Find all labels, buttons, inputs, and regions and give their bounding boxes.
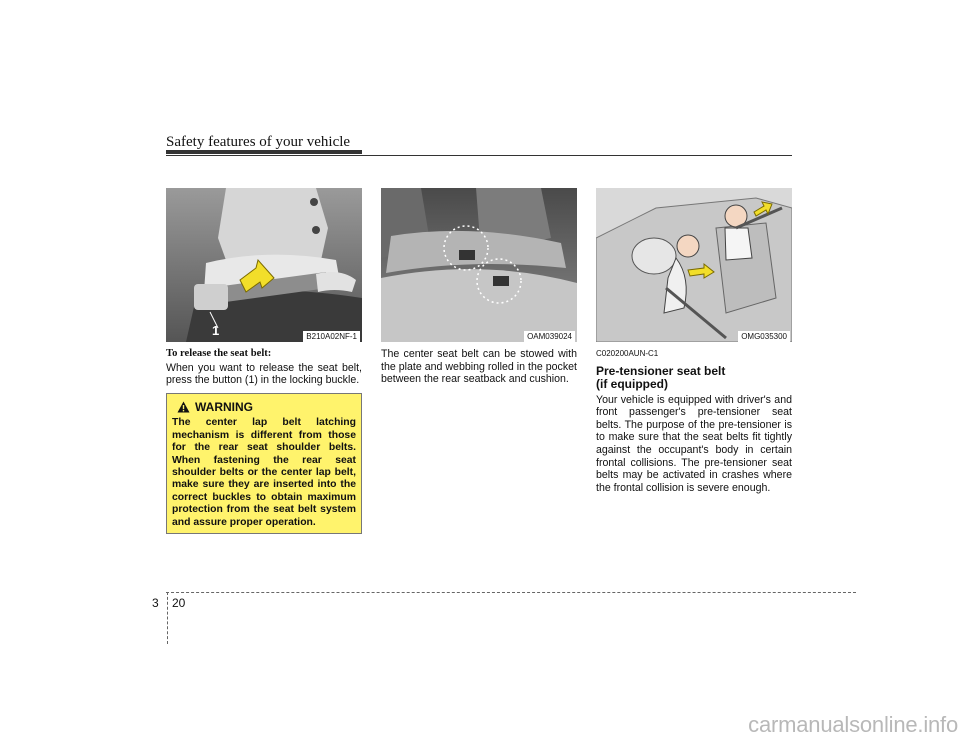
warning-header: [177, 401, 356, 413]
footer-dashed-rule: [166, 592, 856, 593]
figure-code: OMG035300: [738, 331, 790, 342]
page-header-title: Safety features of your vehicle: [166, 134, 351, 150]
warning-box: [166, 393, 362, 534]
release-belt-illustration: [166, 188, 362, 342]
column-release-text: [166, 348, 362, 387]
header-rule: [166, 155, 792, 156]
section-code: C020200AUN-C1: [596, 349, 659, 358]
column-pretensioner-text: [596, 348, 792, 494]
footer-dashed-vertical: [167, 592, 168, 644]
figure-code: B210A02NF-1: [303, 331, 360, 342]
pretensioner-body: Your vehicle is equipped with driver's and front passenger's pre-tensioner seat belts. The purpose of the pre-tensioner is to make sure that the seat belts fit tightly against the occupant's body in certain frontal collisions. The pre-tensioner seat belts may be activated in crashes where the frontal collision is severe enough.: [596, 393, 792, 494]
stow-body: The center seat belt can be stowed with the plate and webbing rolled in the pocket between the rear seatback and cushion.: [381, 348, 577, 386]
header-bar: [166, 150, 362, 154]
pretensioner-illustration: [596, 188, 792, 342]
figure-pretensioner: [596, 188, 792, 342]
chapter-number: 3: [152, 596, 159, 610]
pretensioner-heading-line1: Pre-tensioner seat belt: [596, 363, 726, 378]
figure-center-seat: [381, 188, 577, 342]
column-stow-text: [381, 348, 577, 386]
figure-release-belt: [166, 188, 362, 342]
figure-code: OAM039024: [524, 331, 575, 342]
figure-callout-1: 1: [212, 323, 220, 338]
warning-triangle-icon: [177, 401, 190, 413]
warning-title: WARNING: [195, 400, 253, 414]
page-number: 20: [172, 596, 186, 610]
release-heading: To release the seat belt:: [166, 348, 272, 359]
warning-body: The center lap belt latching mechanism is different from those for the rear seat shoulder belts. When fastening the rear seat shoulder belts or the center lap belt, make sure they are inserted into the correct buckles to obtain maximum protection from the seat belt system and assure proper operation.: [172, 417, 356, 528]
watermark: carmanualsonline.info: [748, 712, 958, 737]
center-seat-illustration: [381, 188, 577, 342]
pretensioner-heading: [596, 365, 792, 391]
pretensioner-heading-line2: (if equipped): [596, 376, 668, 391]
release-body: When you want to release the seat belt, press the button (1) in the locking buckle.: [166, 361, 362, 387]
